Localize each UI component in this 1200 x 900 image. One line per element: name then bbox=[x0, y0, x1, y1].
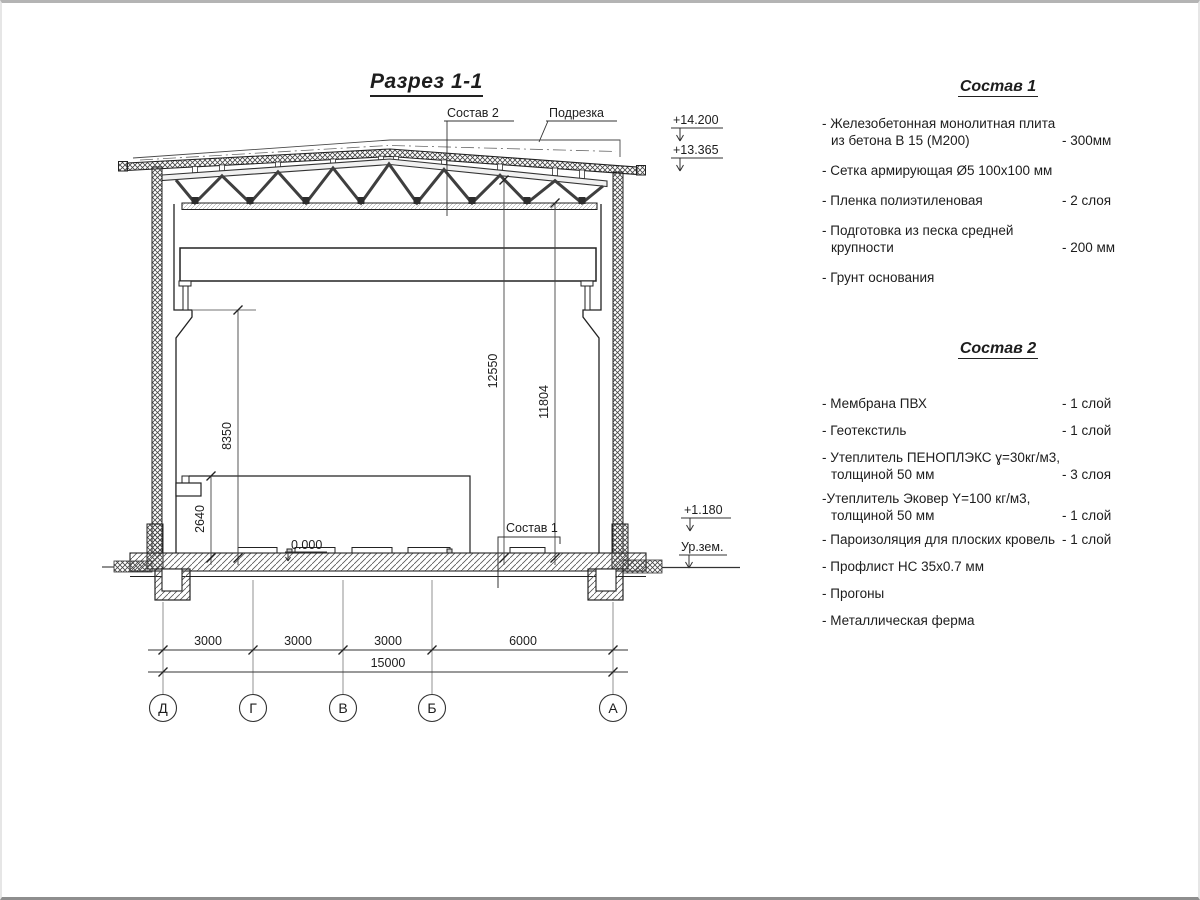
spec-item-text2: из бетона В 15 (М200) bbox=[831, 133, 970, 148]
svg-text:Ур.зем.: Ур.зем. bbox=[681, 540, 724, 554]
grid-bubbles bbox=[150, 695, 627, 722]
truss-bottom-chord bbox=[182, 203, 597, 210]
spec-item-text: - Профлист НС 35х0.7 мм bbox=[822, 559, 984, 574]
left-foundation-cavity bbox=[162, 569, 182, 591]
left-wall-panel bbox=[152, 167, 162, 553]
spec-item-text: - Пароизоляция для плоских кровель bbox=[822, 532, 1056, 547]
dimension-chains bbox=[148, 580, 628, 722]
elevation-markers bbox=[671, 113, 731, 568]
floor-plates bbox=[238, 548, 545, 554]
vertical-dimension-labels bbox=[193, 354, 551, 533]
spec1-title: Состав 1 bbox=[959, 78, 1037, 95]
chain-labels bbox=[194, 634, 537, 670]
interior-platform bbox=[176, 476, 470, 553]
spec-item-text: - Грунт основания bbox=[822, 270, 935, 285]
spec2-title-wrap bbox=[822, 340, 1174, 359]
label-zero-level: 0.000 bbox=[291, 538, 323, 552]
spec-item-text: - Металлическая ферма bbox=[822, 613, 975, 628]
svg-text:+14.200: +14.200 bbox=[673, 113, 719, 127]
spec-item-text: - Мембрана ПВХ bbox=[822, 396, 927, 411]
elevation-roof-edge bbox=[671, 143, 723, 171]
walls-and-columns bbox=[147, 167, 628, 569]
left-beam-post-cap bbox=[179, 281, 191, 286]
wall-bracket bbox=[176, 483, 201, 496]
spec2-title: Состав 2 bbox=[959, 340, 1037, 357]
spec-item-value: - 1 слой bbox=[1062, 508, 1112, 523]
svg-text:+1.180: +1.180 bbox=[684, 503, 723, 517]
dim-12550: 12550 bbox=[486, 353, 500, 389]
roof-eave-cap-right bbox=[637, 166, 646, 176]
spec-item-text2: толщиной 50 мм bbox=[831, 467, 935, 482]
right-beam-post-cap bbox=[581, 281, 593, 286]
spec-item-text: - Железобетонная монолитная плита bbox=[822, 116, 1056, 131]
spec1-list bbox=[822, 115, 1174, 286]
dim-8350: 8350 bbox=[220, 422, 234, 450]
spec-item bbox=[822, 612, 1174, 629]
label-sostav2: Состав 2 bbox=[447, 106, 499, 120]
grid-axis-b: Б bbox=[427, 700, 437, 716]
total-dim: 15000 bbox=[370, 656, 406, 670]
grid-axis-a: А bbox=[608, 700, 618, 716]
spec-item-value: - 200 мм bbox=[1062, 240, 1116, 255]
span-dim-4: 6000 bbox=[509, 634, 537, 648]
spec-item-value: - 1 слой bbox=[1062, 396, 1112, 411]
spec-item-value: - 1 слой bbox=[1062, 423, 1112, 438]
specification-panel bbox=[822, 78, 1174, 639]
vertical-dimensions bbox=[193, 176, 560, 566]
spec2-list bbox=[822, 395, 1174, 629]
grid-axis-v: В bbox=[338, 700, 348, 716]
spec-item-value: - 300мм bbox=[1062, 133, 1112, 148]
grid-axis-d: Д bbox=[158, 700, 168, 716]
spec-item bbox=[822, 162, 1174, 179]
spec-item bbox=[822, 395, 1174, 412]
spec-item-text: - Пленка полиэтиленовая bbox=[822, 193, 983, 208]
spec1-title-wrap bbox=[822, 78, 1174, 97]
elevation-plinth bbox=[681, 503, 731, 531]
spec-item-text: - Утеплитель ПЕНОПЛЭКС ɣ=30кг/м3, bbox=[822, 450, 1061, 465]
label-podrezka: Подрезка bbox=[549, 106, 605, 120]
spec-item bbox=[822, 585, 1174, 602]
spec-item-value: - 3 слоя bbox=[1062, 467, 1112, 482]
label-sostav1: Состав 1 bbox=[506, 521, 558, 535]
span-dim-2: 3000 bbox=[284, 634, 312, 648]
spec-item-text2: толщиной 50 мм bbox=[831, 508, 935, 523]
spec-item bbox=[822, 192, 1174, 209]
svg-text:+13.365: +13.365 bbox=[673, 143, 719, 157]
spec-item bbox=[822, 422, 1174, 439]
grid-axis-g: Г bbox=[249, 700, 257, 716]
bracket-pin bbox=[182, 476, 189, 483]
spec-item bbox=[822, 115, 1174, 149]
span-dim-1: 3000 bbox=[194, 634, 222, 648]
spec-item-text: - Сетка армирующая Ø5 100х100 мм bbox=[822, 163, 1053, 178]
roof-eave-cap-left bbox=[119, 162, 128, 172]
spec-item bbox=[822, 558, 1174, 575]
spec-item bbox=[822, 222, 1174, 256]
spec-item-text: - Геотекстиль bbox=[822, 423, 907, 438]
elevation-roof-top bbox=[671, 113, 723, 141]
spec-item bbox=[822, 531, 1174, 548]
right-beam-post bbox=[585, 286, 590, 310]
spec-item-value: - 1 слой bbox=[1062, 532, 1112, 547]
right-apron bbox=[623, 560, 662, 573]
span-dim-3: 3000 bbox=[374, 634, 402, 648]
right-foundation-cavity bbox=[596, 569, 616, 591]
left-apron bbox=[114, 561, 152, 572]
left-beam-post bbox=[183, 286, 188, 310]
elevation-ground bbox=[679, 540, 727, 568]
spec-item bbox=[822, 490, 1174, 524]
platform-outline bbox=[189, 476, 470, 553]
spec-item-text: -Утеплитель Эковер Y=100 кг/м3, bbox=[822, 491, 1031, 506]
roof-centerline-right bbox=[392, 146, 616, 152]
spec-item bbox=[822, 269, 1174, 286]
spec-item-value: - 2 слоя bbox=[1062, 193, 1112, 208]
spec-item-text2: крупности bbox=[831, 240, 894, 255]
dim-2640: 2640 bbox=[193, 505, 207, 533]
podrezka-leader bbox=[539, 121, 548, 142]
roof-assembly bbox=[119, 140, 646, 187]
spec-item-text: - Прогоны bbox=[822, 586, 885, 601]
dim-11804: 11804 bbox=[537, 385, 551, 419]
floor-and-foundations bbox=[102, 548, 740, 601]
spec-item bbox=[822, 449, 1174, 483]
section-title: Разрез 1-1 bbox=[370, 70, 483, 97]
crane-beam bbox=[180, 248, 596, 281]
right-wall-panel bbox=[613, 172, 623, 553]
spec-item-text: - Подготовка из песка средней bbox=[822, 223, 1014, 238]
